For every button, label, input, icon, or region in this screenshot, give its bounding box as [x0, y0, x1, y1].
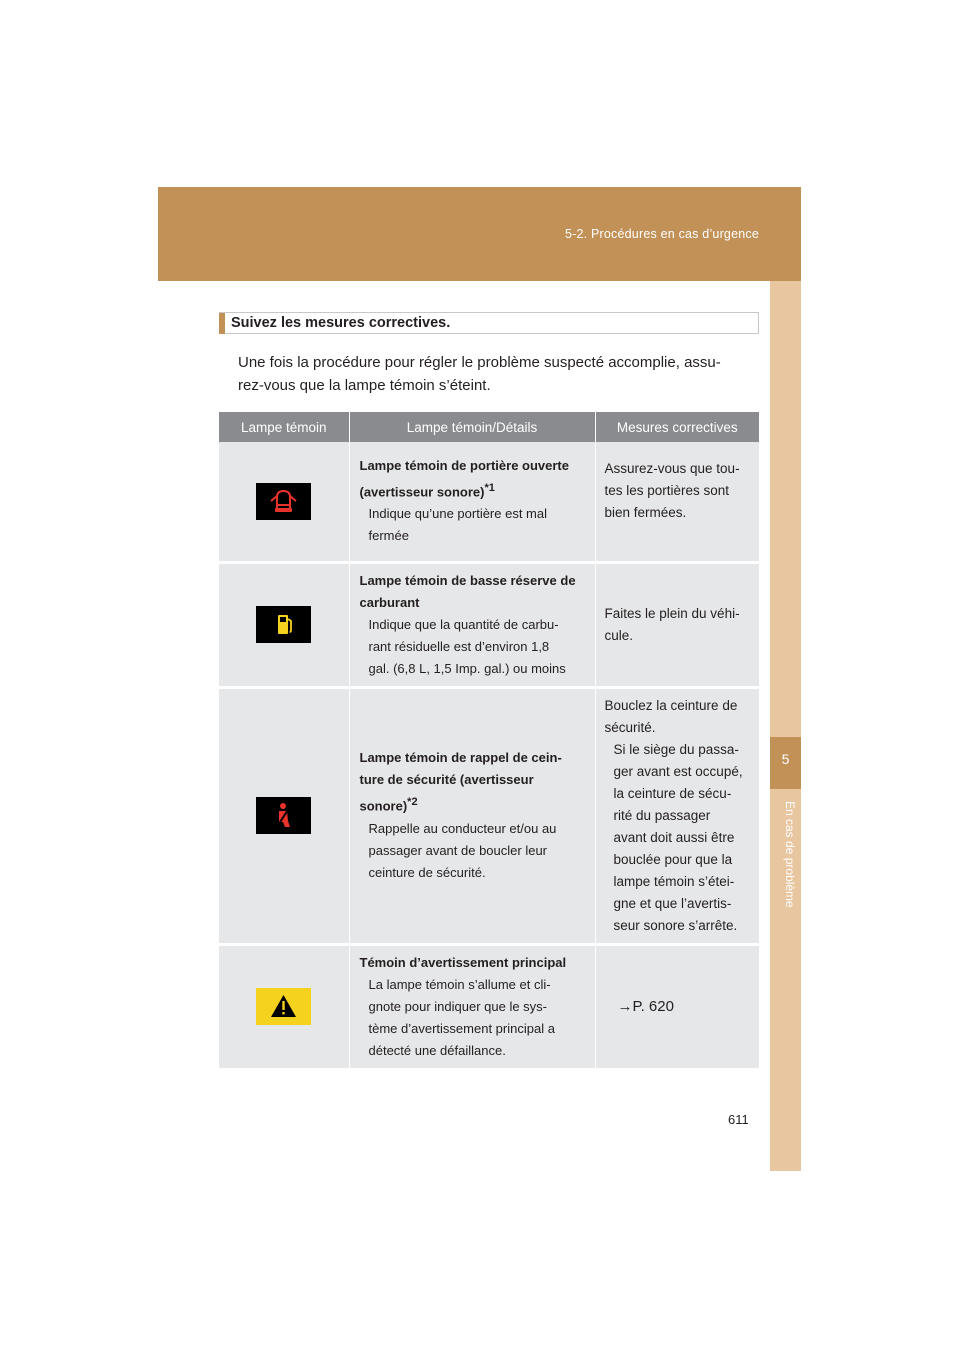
- lamp-details-cell: [349, 687, 595, 944]
- intro-line: Une fois la procédure pour régler le problème suspecté accomplie, assu-: [238, 354, 721, 371]
- lamp-title: Lampe témoin de portière ouverte (avertisseur sonore)$^{*1}$: [359, 458, 569, 500]
- heading-accent-bar: [219, 313, 225, 334]
- table-row: [219, 944, 759, 1068]
- chapter-title: En cas de problème: [783, 801, 797, 908]
- lamp-details-cell: [349, 442, 595, 562]
- lamp-icon-cell: [219, 562, 349, 687]
- chapter-side-tab: [770, 281, 801, 1171]
- heading-text: Suivez les mesures correctives.: [231, 315, 451, 331]
- intro-paragraph: [238, 351, 758, 397]
- lamp-icon-cell: [219, 944, 349, 1068]
- column-header-actions: Mesures correctives: [595, 412, 759, 442]
- lamp-details-cell: [349, 944, 595, 1068]
- lamp-description: Indique que la quantité de carbu- rant résiduelle est d’environ 1,8 gal. (6,8 L, 1,5 Imp. gal.) ou moins: [368, 616, 566, 676]
- fuel-pump-icon: [256, 606, 311, 643]
- warning-triangle-icon: [256, 988, 311, 1025]
- chapter-number: 5: [781, 751, 790, 767]
- lamp-description: Rappelle au conducteur et/ou au passager avant de boucler leur ceinture de sécurité.: [368, 820, 557, 880]
- seatbelt-icon: [256, 797, 311, 834]
- door-open-icon: [256, 483, 311, 520]
- action-main: Bouclez la ceinture de sécurité.: [604, 697, 738, 735]
- corrective-action-cell: Faites le plein du véhi- cule.: [595, 562, 759, 687]
- table-row: [219, 442, 759, 562]
- table-row: [219, 687, 759, 944]
- table-header-row: [219, 412, 759, 442]
- column-header-lamp: Lampe témoin: [219, 412, 349, 442]
- page-reference-link[interactable]: →P. 620: [617, 997, 674, 1015]
- lamp-icon-cell: [219, 442, 349, 562]
- section-heading: [219, 312, 759, 334]
- column-header-details: Lampe témoin/Détails: [349, 412, 595, 442]
- corrective-action-cell: [595, 944, 759, 1068]
- intro-line: rez-vous que la lampe témoin s’éteint.: [238, 377, 491, 394]
- action-sub: Si le siège du passa- ger avant est occupé, la ceinture de sécu- rité du passager avant doit aussi être bouclée pour que la lampe témoin s’étei- gne et que l’avertis- seur sonore s’arrête.: [613, 741, 743, 933]
- lamp-description: La lampe témoin s’allume et cli- gnote pour indiquer que le sys- tème d’avertissement principal a détecté une défaillance.: [368, 976, 555, 1058]
- corrective-action-cell: [595, 687, 759, 944]
- lamp-title: Témoin d’avertissement principal: [359, 954, 567, 970]
- table-row: [219, 562, 759, 687]
- page-number: 611: [728, 1112, 749, 1127]
- corrective-action-cell: Assurez-vous que tou- tes les portières sont bien fermées.: [595, 442, 759, 562]
- lamp-details-cell: [349, 562, 595, 687]
- section-label: 5-2. Procédures en cas d’urgence: [564, 227, 759, 241]
- header-band: [158, 187, 801, 281]
- footnote-ref: *1: [484, 482, 495, 495]
- footnote-ref: *2: [407, 796, 418, 809]
- lamp-description: Indique qu’une portière est mal fermée: [368, 506, 548, 544]
- warning-lamp-table: [219, 412, 759, 1068]
- lamp-icon-cell: [219, 687, 349, 944]
- lamp-title: Lampe témoin de rappel de cein- ture de sécurité (avertisseur sonore)$^{*2}$: [359, 750, 562, 814]
- lamp-title: Lampe témoin de basse réserve de carburant: [359, 572, 576, 610]
